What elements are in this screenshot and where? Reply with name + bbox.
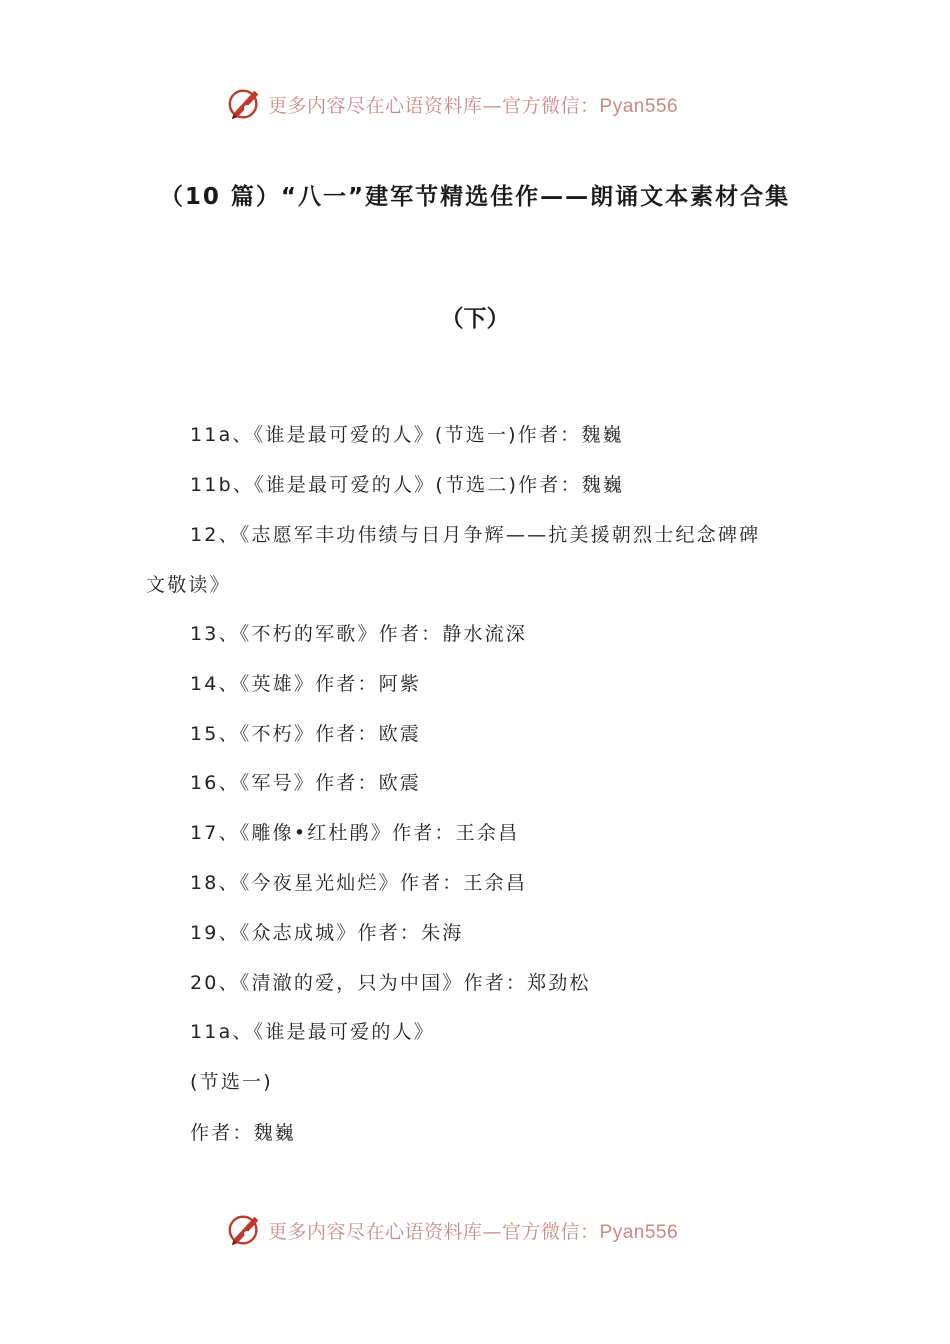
banner-slogan: 更多内容尽在心语资料库—官方微信： [268, 1220, 600, 1243]
banner-slogan: 更多内容尽在心语资料库—官方微信： [268, 94, 600, 117]
list-item: 文敬读》 [146, 574, 231, 596]
banner-wechat-id: Pyan556 [599, 1221, 679, 1243]
pen-logo-icon [226, 1211, 264, 1249]
pen-logo-icon [226, 85, 264, 123]
list-item: 11a、《谁是最可爱的人》(节选一)作者：魏巍 [190, 424, 624, 446]
document-title: （10 篇）“八一”建军节精选佳作——朗诵文本素材合集 [159, 184, 791, 210]
list-item: 16、《军号》作者：欧震 [190, 772, 422, 794]
banner-text [268, 1217, 678, 1244]
list-item: 作者：魏巍 [190, 1122, 297, 1144]
list-item: (节选一) [190, 1071, 273, 1093]
banner-text [268, 91, 678, 118]
list-item: 17、《雕像•红杜鹃》作者：王余昌 [190, 822, 520, 844]
list-item: 13、《不朽的军歌》作者：静水流深 [190, 623, 528, 645]
list-item: 14、《英雄》作者：阿紫 [190, 673, 422, 695]
document-subtitle: （下） [440, 306, 510, 332]
footer-banner [0, 1210, 950, 1250]
list-item: 15、《不朽》作者：欧震 [190, 723, 422, 745]
header-banner [0, 84, 950, 124]
list-item: 20、《清澈的爱，只为中国》作者：郑劲松 [190, 972, 591, 994]
banner-wechat-id: Pyan556 [599, 95, 679, 117]
list-item: 19、《众志成城》作者：朱海 [190, 922, 464, 944]
list-item: 11b、《谁是最可爱的人》(节选二)作者：魏巍 [190, 474, 625, 496]
list-item: 11a、《谁是最可爱的人》 [190, 1021, 435, 1043]
list-item: 12、《志愿军丰功伟绩与日月争辉——抗美援朝烈士纪念碑碑 [190, 524, 761, 546]
list-item: 18、《今夜星光灿烂》作者：王余昌 [190, 872, 528, 894]
